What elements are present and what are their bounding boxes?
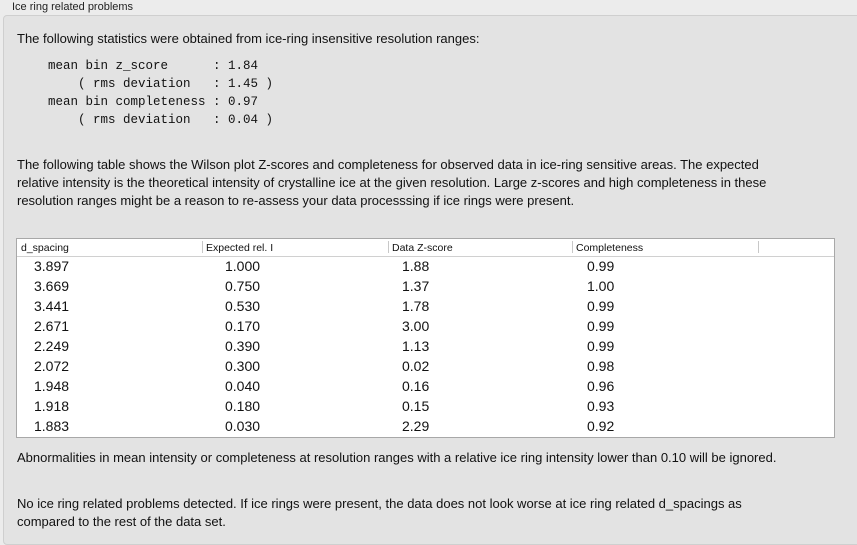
table-body (17, 257, 834, 437)
table-cell: 2.249 (34, 338, 70, 354)
table-cell: 0.530 (225, 298, 261, 314)
table-row[interactable] (17, 297, 834, 317)
table-cell: 1.88 (402, 258, 430, 274)
table-cell: 0.750 (225, 278, 261, 294)
table-row[interactable] (17, 397, 834, 417)
table-cell: 0.93 (587, 398, 615, 414)
table-cell: 0.300 (225, 358, 261, 374)
ice-ring-table[interactable] (16, 238, 835, 438)
table-row[interactable] (17, 317, 834, 337)
table-cell: 1.37 (402, 278, 430, 294)
table-cell: 0.030 (225, 418, 261, 434)
table-cell: 1.00 (587, 278, 615, 294)
table-cell: 0.180 (225, 398, 261, 414)
table-cell: 1.78 (402, 298, 430, 314)
table-cell: 3.441 (34, 298, 70, 314)
table-row[interactable] (17, 257, 834, 277)
table-cell: 0.96 (587, 378, 615, 394)
column-header[interactable]: Expected rel. I (206, 242, 274, 254)
table-row[interactable] (17, 337, 834, 357)
table-cell: 0.02 (402, 358, 430, 374)
table-row[interactable] (17, 377, 834, 397)
table-cell: 1.948 (34, 378, 70, 394)
table-cell: 0.15 (402, 398, 430, 414)
note-text: Abnormalities in mean intensity or completeness at resolution ranges with a relative ice ring intensity lower than 0.10 will be ignored. (17, 450, 777, 465)
column-separator[interactable] (202, 241, 203, 253)
table-cell: 1.13 (402, 338, 430, 354)
stats-block: mean bin z_score : 1.84 ( rms deviation : 1.45 ) mean bin completeness : 0.97 ( rms deviation : 0.04 ) (48, 59, 274, 127)
column-separator[interactable] (758, 241, 759, 253)
conclusion-text: No ice ring related problems detected. If ice rings were present, the data does not look worse at ice ring related d_spacings as compared to the rest of the data set. (17, 496, 742, 529)
column-separator[interactable] (572, 241, 573, 253)
table-cell: 2.671 (34, 318, 70, 334)
table-cell: 2.29 (402, 418, 430, 434)
table-cell: 2.072 (34, 358, 70, 374)
group-title: Ice ring related problems (12, 1, 134, 13)
table-cell: 0.170 (225, 318, 261, 334)
table-cell: 0.16 (402, 378, 430, 394)
table-cell: 1.000 (225, 258, 261, 274)
column-separator[interactable] (388, 241, 389, 253)
table-cell: 1.883 (34, 418, 70, 434)
column-header[interactable]: Completeness (576, 242, 644, 254)
table-cell: 0.390 (225, 338, 261, 354)
table-cell: 0.040 (225, 378, 261, 394)
table-cell: 0.92 (587, 418, 615, 434)
table-cell: 1.918 (34, 398, 70, 414)
table-cell: 3.897 (34, 258, 70, 274)
table-row[interactable] (17, 277, 834, 297)
intro-text: The following statistics were obtained from ice-ring insensitive resolution ranges: (17, 31, 480, 46)
table-cell: 3.00 (402, 318, 430, 334)
table-description: The following table shows the Wilson plot Z-scores and completeness for observed data in ice-ring sensitive areas. The expected relative intensity is the theoretical intensity of crystalline ice at the given resolution. Large z-scores and high completeness in these resolution ranges might be a reason to re-assess your data processsing if ice rings were present. (17, 157, 767, 208)
table-cell: 0.98 (587, 358, 615, 374)
table-cell: 0.99 (587, 258, 615, 274)
table-cell: 0.99 (587, 318, 615, 334)
table-cell: 0.99 (587, 298, 615, 314)
column-header[interactable]: d_spacing (21, 242, 69, 254)
table-cell: 3.669 (34, 278, 70, 294)
table-row[interactable] (17, 417, 834, 437)
table-cell: 0.99 (587, 338, 615, 354)
table-header (17, 239, 834, 257)
table-row[interactable] (17, 357, 834, 377)
column-header[interactable]: Data Z-score (392, 242, 453, 254)
